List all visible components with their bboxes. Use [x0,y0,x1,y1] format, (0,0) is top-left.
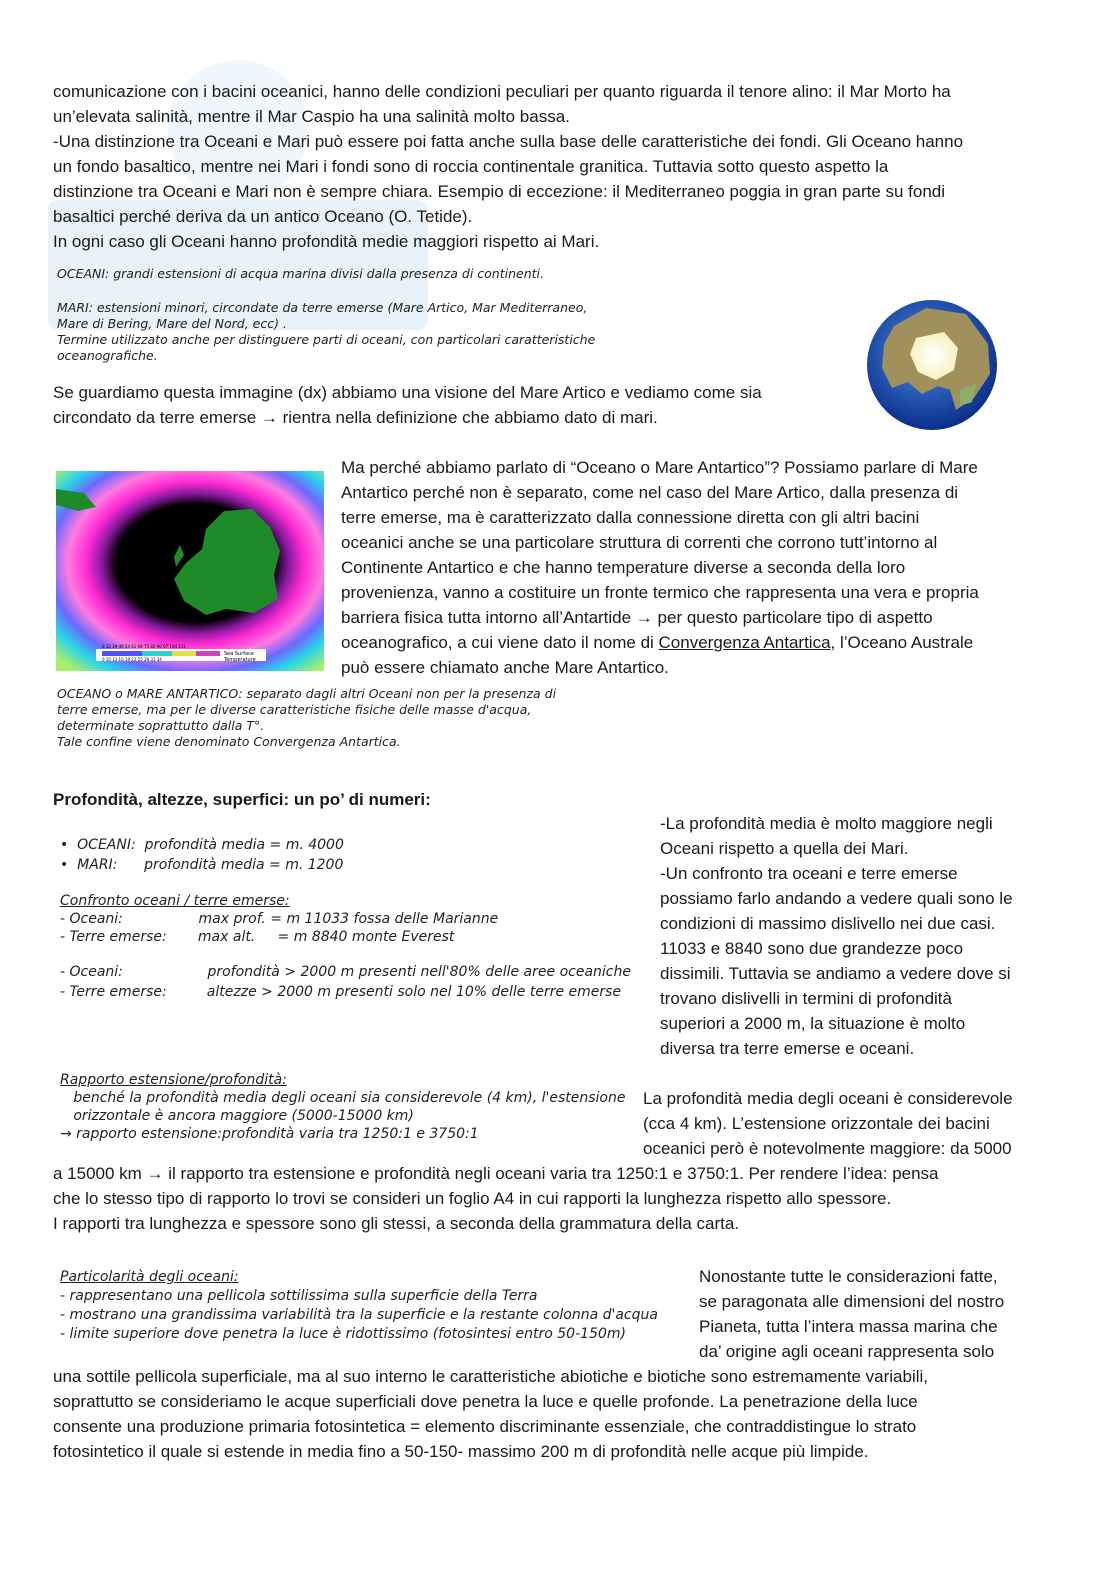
text-line: può essere chiamato anche Mare Antartico. [341,658,669,677]
text-line: provenienza, vanno a costituire un fronte termico che rappresenta una vera e propria [341,583,979,602]
text-line: comunicazione con i bacini oceanici, hanno delle condizioni peculiari per quanto riguarda il tenore alino: il Mar Morto ha [53,82,951,101]
box-line: - Terre emerse: altezze > 2000 m presenti solo nel 10% delle terre emerse [60,984,622,1000]
text-line: oceanici però è notevolmente maggiore: da 5000 [643,1139,1012,1158]
legend-label: Sea Surface [224,651,254,657]
text-line: basaltici perché deriva da un antico Oceano (O. Tetide). [53,207,473,226]
text-line: Antartico perché non è separato, come nel caso del Mare Artico, dalla presenza di [341,483,959,502]
antarctic-temperature-map [56,471,324,671]
text-line: condizioni di massimo dislivello nei due casi. [660,914,996,933]
legend-label: Temperature [224,657,256,663]
legend-scale: 0 10 13 16 19 22 25 28 31 34 [102,657,162,662]
box-line: - limite superiore dove penetra la luce è ridottissimo (fotosintesi entro 50-150m) [60,1326,626,1342]
text-line: Nonostante tutte le considerazioni fatte, [699,1267,998,1286]
text-line: circondato da terre emerse → rientra nella definizione che abbiamo dato di mari. [53,408,658,427]
text-line: -La profondità media è molto maggiore negli [660,814,993,833]
box-line: terre emerse, ma per le diverse caratteristiche fisiche delle masse d'acqua, [57,702,532,717]
text-line: distinzione tra Oceani e Mari non è sempre chiara. Esempio di eccezione: il Mediterraneo poggia in gran parte su fondi [53,182,946,201]
text-line: Continente Antartico e che hanno temperature diverse a seconda della loro [341,558,906,577]
text-line: Pianeta, tutta l’intera massa marina che [699,1317,998,1336]
text-line: 11033 e 8840 sono due grandezze poco [660,939,964,958]
text-line: trovano dislivelli in termini di profondità [660,989,952,1008]
box-line: • MARI: profondità media = m. 1200 [60,857,344,873]
text-line: -Un confronto tra oceani e terre emerse [660,864,958,883]
box-line: - Oceani: max prof. = m 11033 fossa delle Marianne [60,911,499,927]
text-line: La profondità media degli oceani è considerevole [643,1089,1013,1108]
text-line: superiori a 2000 m, la situazione è molto [660,1014,966,1033]
text-line: -Una distinzione tra Oceani e Mari può essere poi fatta anche sulla base delle caratteristiche dei fondi. Gli Oceano hanno [53,132,964,151]
box-line: - rappresentano una pellicola sottilissima sulla superficie della Terra [60,1288,538,1304]
box-line: orizzontale è ancora maggiore (5000-15000 km) [60,1108,414,1124]
mari-definition-line: Mare di Bering, Mare del Nord, ecc) . [57,316,287,331]
mari-definition-line: Termine utilizzato anche per distinguere parti di oceani, con particolari caratteristiche [57,332,596,347]
mari-definition-line: MARI: estensioni minori, circondate da terre emerse (Mare Artico, Mar Mediterraneo, [57,300,588,315]
box-subtitle: Confronto oceani / terre emerse: [60,893,290,909]
text-line: Ma perché abbiamo parlato di “Oceano o Mare Antartico”? Possiamo parlare di Mare [341,458,978,477]
text-line: fotosintetico il quale si estende in media fino a 50-150- massimo 200 m di profondità nelle acque più limpide. [53,1442,869,1461]
box-subtitle: Rapporto estensione/profondità: [60,1072,287,1088]
oceani-definition: OCEANI: grandi estensioni di acqua marina divisi dalla presenza di continenti. [57,266,544,281]
box-line: Tale confine viene denominato Convergenza Antartica. [57,734,401,749]
text-line: oceanici anche se una particolare struttura di correnti che corrono tutt’intorno al [341,533,938,552]
text-line: Se guardiamo questa immagine (dx) abbiamo una visione del Mare Artico e vediamo come sia [53,383,762,402]
box-line: - Oceani: profondità > 2000 m presenti nell'80% delle aree oceaniche [60,964,631,980]
text-fragment: , l’Oceano Australe [830,633,974,652]
box-subtitle: Particolarità degli oceani: [60,1269,239,1285]
text-line: un’elevata salinità, mentre il Mar Caspio ha una salinità molto bassa. [53,107,570,126]
box-line: - Terre emerse: max alt. = m 8840 monte Everest [60,929,455,945]
text-line: consente una produzione primaria fotosintetica = elemento discriminante essenziale, che contraddistingue lo strato [53,1417,917,1436]
text-line: che lo stesso tipo di rapporto lo trovi se consideri un foglio A4 in cui rapporti la lunghezza rispetto allo spessore. [53,1189,892,1208]
legend-scale: 0 32 39 46 54 61 68 75 82 90 97 104 111 [102,644,186,649]
text-line: a 15000 km → il rapporto tra estensione e profondità negli oceani varia tra 1250:1 e 3750:1. Per rendere l’idea: pensa [53,1164,939,1183]
box-line: → rapporto estensione:profondità varia tra 1250:1 e 3750:1 [60,1126,479,1142]
text-line: In ogni caso gli Oceani hanno profondità medie maggiori rispetto ai Mari. [53,232,600,251]
arctic-globe-image [864,298,1000,432]
text-line: I rapporti tra lunghezza e spessore sono gli stessi, a seconda della grammatura della carta. [53,1214,740,1233]
text-line: possiamo farlo andando a vedere quali sono le [660,889,1013,908]
text-line: diversa tra terre emerse e oceani. [660,1039,915,1058]
text-line: terre emerse, ma è caratterizzato dalla connessione diretta con gli altri bacini [341,508,920,527]
text-line: Oceani rispetto a quella dei Mari. [660,839,909,858]
text-line: barriera fisica tutta intorno all’Antartide → per questo particolare tipo di aspetto [341,608,933,627]
convergenza-antartica-link: Convergenza Antartica [658,633,831,652]
text-line: se paragonata alle dimensioni del nostro [699,1292,1005,1311]
mari-definition-line: oceanografiche. [57,348,158,363]
text-line: dissimili. Tuttavia se andiamo a vedere dove si [660,964,1011,983]
text-line: soprattutto se consideriamo le acque superficiali dove penetra la luce e quelle profonde. La penetrazione della luce [53,1392,918,1411]
box-line: - mostrano una grandissima variabilità tra la superficie e la restante colonna d'acqua [60,1307,658,1323]
box-line: OCEANO o MARE ANTARTICO: separato dagli altri Oceani non per la presenza di [57,686,557,701]
text-line [341,630,973,655]
text-fragment: oceanografico, a cui viene dato il nome di [341,633,659,652]
text-line: un fondo basaltico, mentre nei Mari i fondi sono di roccia continentale granitica. Tuttavia sotto questo aspetto la [53,157,889,176]
section-title: Profondità, altezze, superfici: un po’ di numeri: [53,790,431,809]
box-line: benché la profondità media degli oceani sia considerevole (4 km), l'estensione [60,1090,626,1106]
box-line: determinate soprattutto dalla T°. [57,718,265,733]
text-line: da’ origine agli oceani rappresenta solo [699,1342,995,1361]
box-line: • OCEANI: profondità media = m. 4000 [60,837,344,853]
text-line: (cca 4 km). L’estensione orizzontale dei bacini [643,1114,990,1133]
text-line: una sottile pellicola superficiale, ma al suo interno le caratteristiche abiotiche e biotiche sono estremamente variabili, [53,1367,929,1386]
